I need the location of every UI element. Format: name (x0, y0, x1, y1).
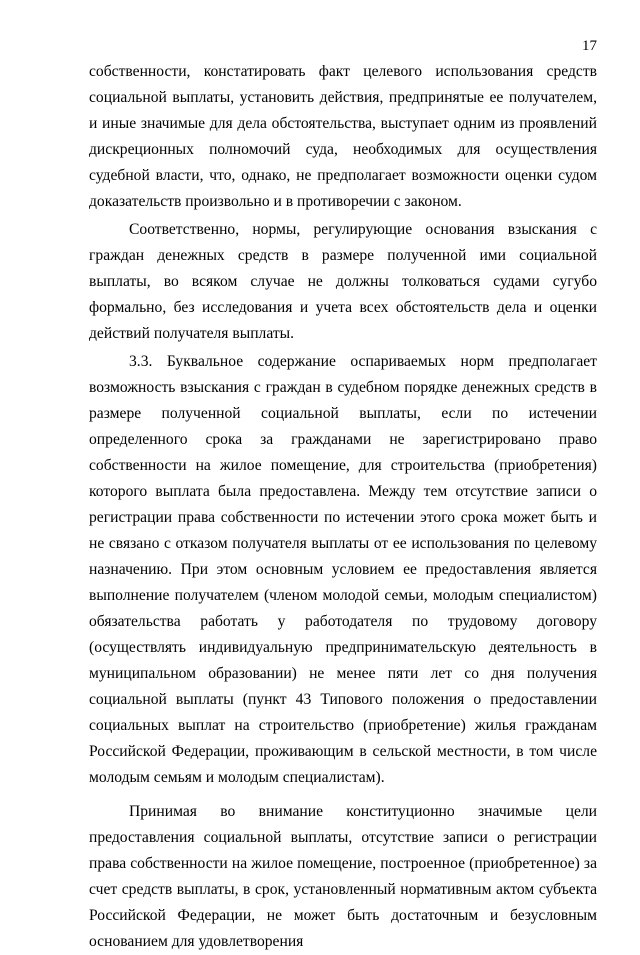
document-body (89, 59, 597, 955)
paragraph-conclusion: Принимая во внимание конституционно значимые цели предоставления социальной выплаты, отсутствие записи о регистрации права собственности на жилое помещение, построенное (приобретенное) за счет средств выплаты, в срок, установленный нормативным актом субъекта Российской Федерации, не может быть достаточным и безусловным основанием для удовлетворения (89, 803, 597, 950)
paragraph-section-3-3: 3.3. Буквальное содержание оспариваемых норм предполагает возможность взыскания с граждан в судебном порядке денежных средств в размере полученной социальной выплаты, если по истечении определенного срока за гражданами не зарегистрировано право собственности на жилое помещение, для строительства (приобретения) которого выплата была предоставлена. Между тем отсутствие записи о регистрации права собственности по истечении этого срока может быть и не связано с отказом получателя выплаты от ее использования по целевому назначению. При этом основным условием ее предоставления является выполнение получателем (членом молодой семьи, молодым специалистом) обязательства работать у работодателя по трудовому договору (осуществлять индивидуальную предпринимательскую деятельность в муниципальном образовании) не менее пяти лет со дня получения социальной выплаты (пункт 43 Типового положения о предоставлении социальных выплат на строительство (приобретение) жилья гражданам Российской Федерации, проживающим в сельской местности, в том числе молодым семьям и молодым специалистам). (89, 353, 597, 786)
paragraph-interpretation: Соответственно, нормы, регулирующие основания взыскания с граждан денежных средств в размере полученной ими социальной выплаты, во всяком случае не должны толковаться судами сугубо формально, без исследования и учета всех обстоятельств дела и оценки действий получателя выплаты. (89, 221, 597, 342)
page-number: 17 (582, 38, 597, 54)
paragraph-continuation: собственности, констатировать факт целевого использования средств социальной выплаты, установить действия, предпринятые ее получателем, и иные значимые для дела обстоятельства, выступает одним из проявлений дискреционных полномочий суда, необходимых для осуществления судебной власти, что, однако, не предполагает возможности оценки судом доказательств произвольно и в противоречии с законом. (89, 63, 597, 210)
